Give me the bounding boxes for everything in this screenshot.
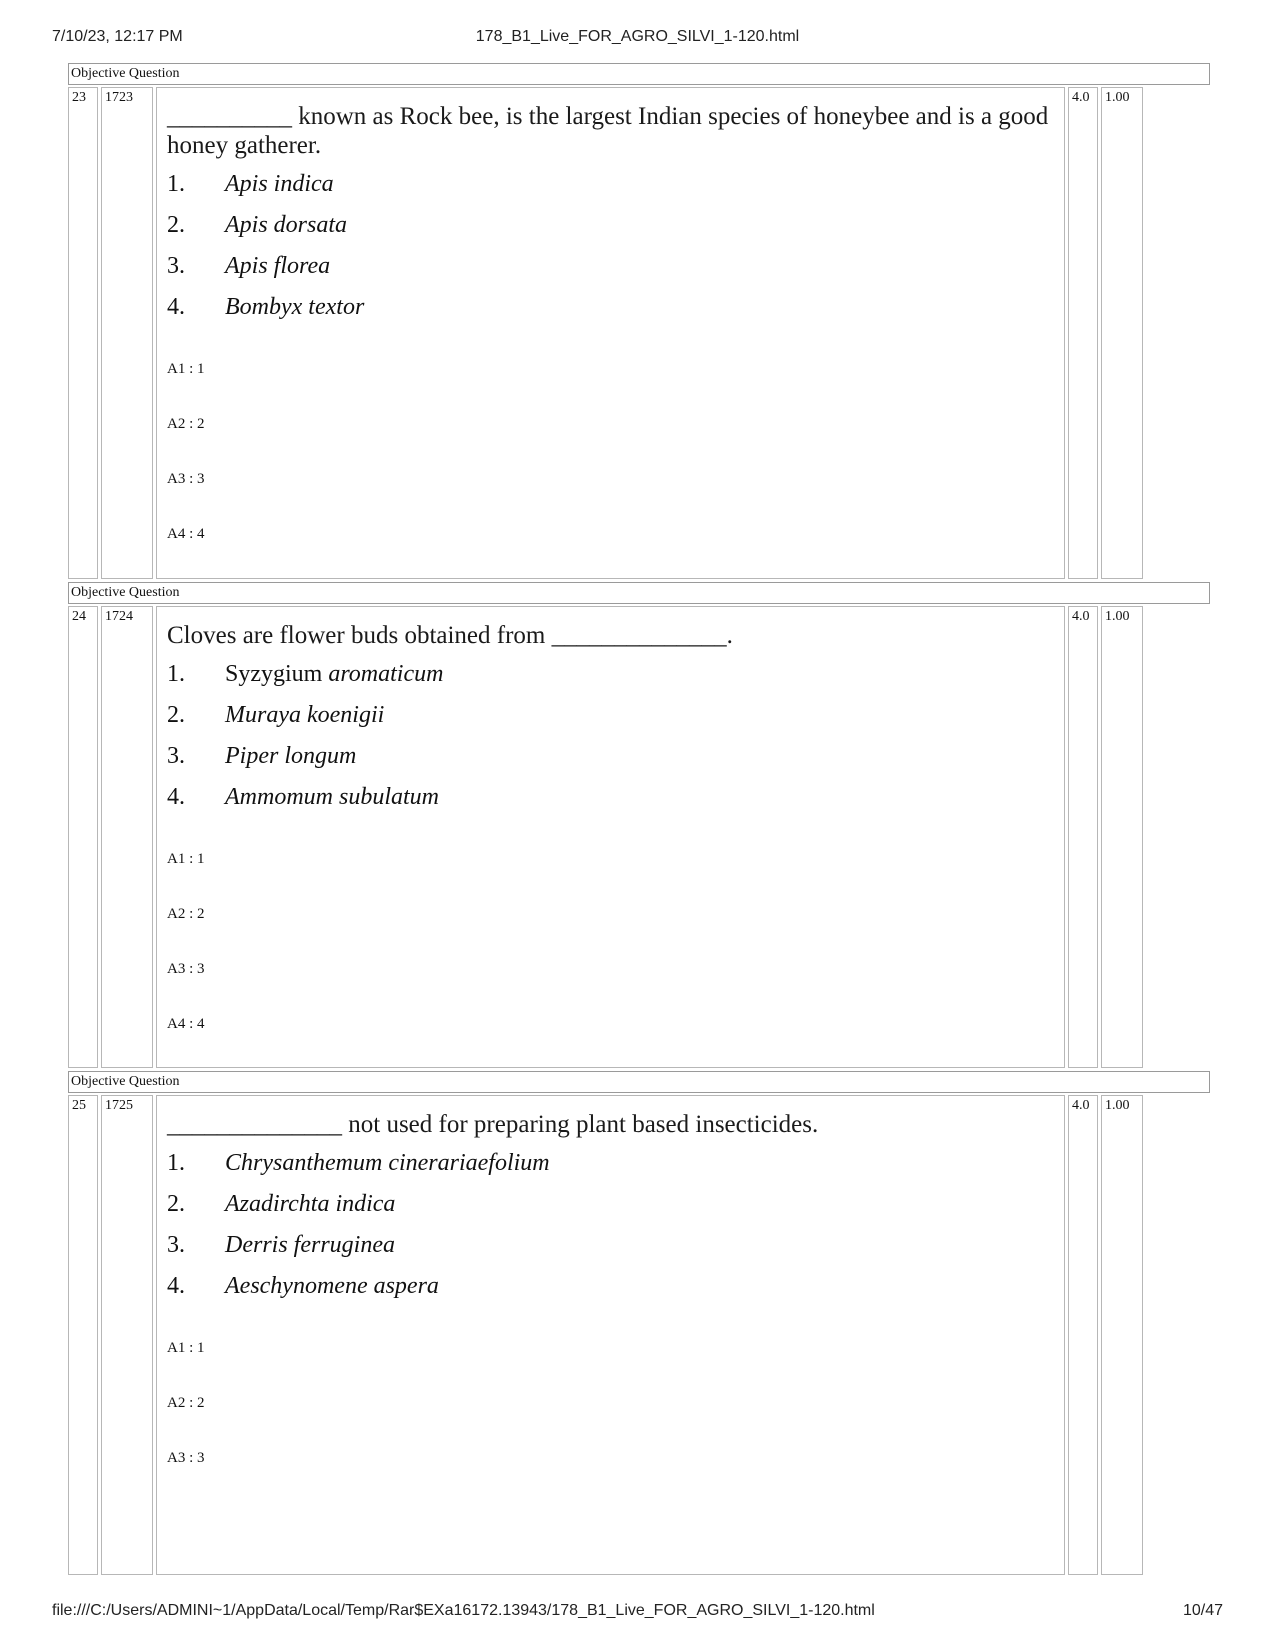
question-block: [68, 582, 1210, 1068]
question-row: [68, 606, 1210, 1068]
question-type: Objective Question: [68, 1071, 1210, 1093]
option: 3. Apis florea: [167, 253, 331, 279]
question-type: Objective Question: [68, 582, 1210, 604]
print-title: 178_B1_Live_FOR_AGRO_SILVI_1-120.html: [475, 28, 800, 45]
negative-marks: 1.00: [1101, 606, 1143, 1068]
question-row: [68, 1095, 1210, 1575]
question-table: [68, 60, 1210, 1595]
option: 4. Bombyx textor: [167, 294, 365, 320]
marks: 4.0: [1068, 87, 1098, 579]
answer-key: A1 : 1: [167, 1340, 205, 1356]
option: 2. Apis dorsata: [167, 212, 348, 238]
question-row: [68, 87, 1210, 579]
question-text: Cloves are flower buds obtained from ______________.: [167, 622, 733, 649]
question-body: [156, 606, 1065, 1068]
file-path: file:///C:/Users/ADMINI~1/AppData/Local/Temp/Rar$EXa16172.13943/178_B1_Live_FOR_AGRO_SILVI_1-120.html: [52, 1602, 875, 1619]
answer-key: A3 : 3: [167, 961, 205, 977]
question-type: Objective Question: [68, 63, 1210, 85]
question-id: 1723: [101, 87, 153, 579]
question-number: 24: [68, 606, 98, 1068]
option: 2. Azadirchta indica: [167, 1191, 396, 1217]
option: 4. Aeschynomene aspera: [167, 1273, 439, 1299]
option: 4. Ammomum subulatum: [167, 784, 439, 810]
answer-key: A1 : 1: [167, 361, 205, 377]
option: 1. Apis indica: [167, 171, 334, 197]
answer-key: A2 : 2: [167, 906, 205, 922]
negative-marks: 1.00: [1101, 1095, 1143, 1575]
answer-key: A1 : 1: [167, 851, 205, 867]
option: 3. Derris ferruginea: [167, 1232, 395, 1258]
question-body: [156, 1095, 1065, 1575]
answer-key: A2 : 2: [167, 1395, 205, 1411]
marks: 4.0: [1068, 606, 1098, 1068]
answer-key: A3 : 3: [167, 1450, 205, 1466]
question-block: [68, 63, 1210, 579]
option: 1. Chrysanthemum cinerariaefolium: [167, 1150, 550, 1176]
question-id: 1725: [101, 1095, 153, 1575]
answer-key: A2 : 2: [167, 416, 205, 432]
option: 2. Muraya koenigii: [167, 702, 385, 728]
answer-key: A4 : 4: [167, 1016, 205, 1032]
print-datetime: 7/10/23, 12:17 PM: [52, 28, 183, 45]
question-number: 25: [68, 1095, 98, 1575]
answer-key: A4 : 4: [167, 526, 205, 542]
option: 1. Syzygium aromaticum: [167, 661, 444, 687]
marks: 4.0: [1068, 1095, 1098, 1575]
question-body: [156, 87, 1065, 579]
page-number: 10/47: [1182, 1602, 1223, 1619]
question-block: [68, 1071, 1210, 1575]
negative-marks: 1.00: [1101, 87, 1143, 579]
question-id: 1724: [101, 606, 153, 1068]
question-text: ______________ not used for preparing plant based insecticides.: [167, 1111, 819, 1138]
answer-key: A3 : 3: [167, 471, 205, 487]
question-number: 23: [68, 87, 98, 579]
question-text: __________ known as Rock bee, is the largest Indian species of honeybee and is a good honey gatherer.: [167, 103, 1049, 159]
option: 3. Piper longum: [167, 743, 357, 769]
